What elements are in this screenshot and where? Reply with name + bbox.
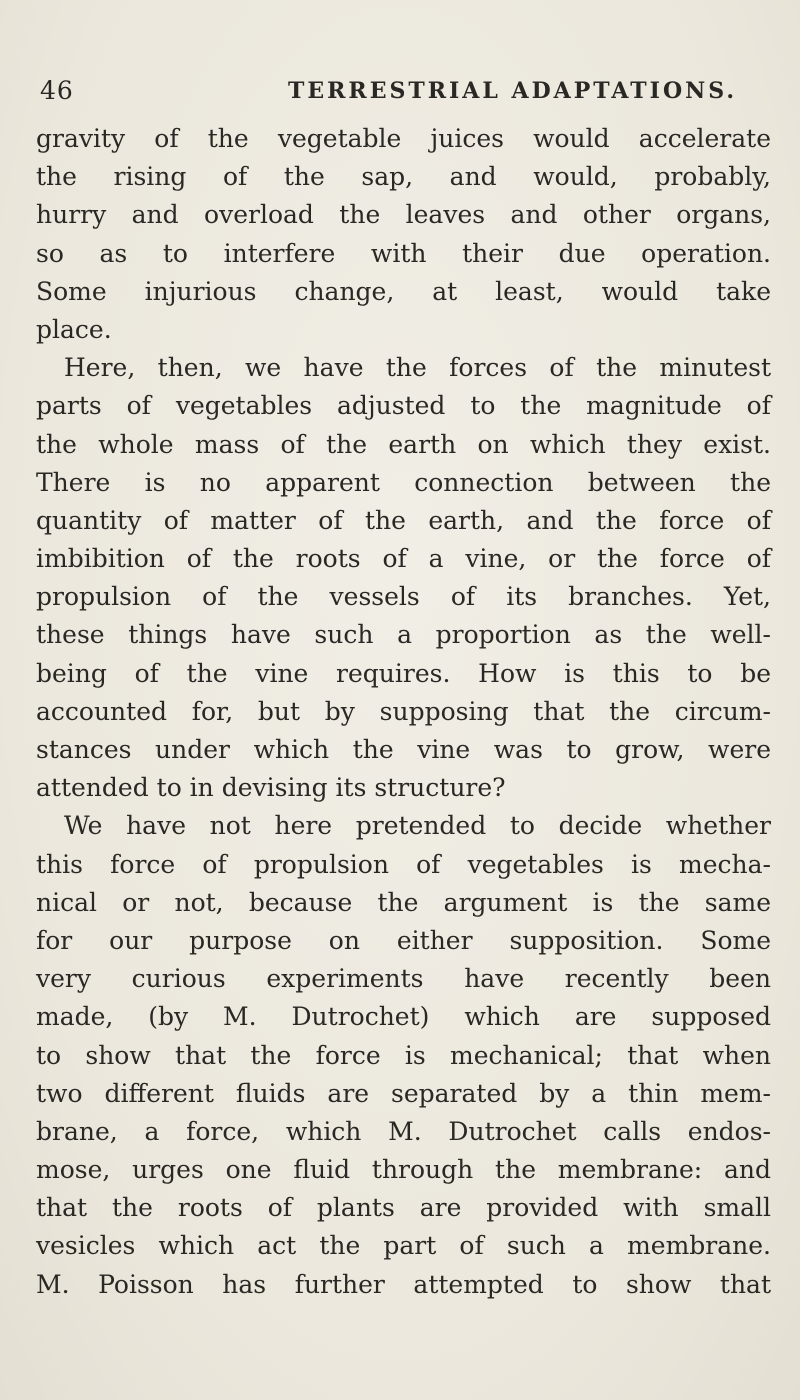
text-line: nical or not, because the argument is the same bbox=[36, 887, 771, 917]
text-line: two different fluids are separated by a thin mem- bbox=[36, 1078, 771, 1108]
text-line: vesicles which act the part of such a membrane. bbox=[36, 1231, 771, 1261]
text-line: gravity of the vegetable juices would accelerate bbox=[36, 124, 771, 153]
page-header bbox=[40, 76, 760, 110]
text-line: imbibition of the roots of a vine, or the force of bbox=[36, 544, 771, 574]
text-line: being of the vine requires. How is this to be bbox=[36, 658, 771, 688]
text-line: accounted for, but by supposing that the circum- bbox=[36, 696, 771, 726]
text-line: brane, a force, which M. Dutrochet calls endos- bbox=[36, 1116, 771, 1146]
text-line: to show that the force is mechanical; that when bbox=[36, 1040, 771, 1070]
text-line: these things have such a proportion as the well- bbox=[36, 620, 771, 650]
text-line: propulsion of the vessels of its branches. Yet, bbox=[36, 582, 771, 612]
page-number: 46 bbox=[40, 76, 74, 105]
text-line: Here, then, we have the forces of the minutest bbox=[64, 353, 771, 383]
text-line: Some injurious change, at least, would take bbox=[36, 276, 771, 306]
text-line: attended to in devising its structure? bbox=[36, 773, 506, 803]
text-line: for our purpose on either supposition. Some bbox=[36, 925, 771, 955]
text-line: hurry and overload the leaves and other organs, bbox=[36, 200, 771, 230]
body-text bbox=[36, 120, 771, 1304]
running-head: TERRESTRIAL ADAPTATIONS. bbox=[288, 78, 737, 104]
text-line: stances under which the vine was to grow, were bbox=[36, 735, 771, 764]
text-line: so as to interfere with their due operation. bbox=[36, 238, 771, 268]
text-line: parts of vegetables adjusted to the magnitude of bbox=[36, 391, 771, 421]
text-line: the rising of the sap, and would, probably, bbox=[36, 162, 771, 192]
text-line: M. Poisson has further attempted to show that bbox=[36, 1269, 771, 1299]
text-line: There is no apparent connection between the bbox=[36, 467, 771, 497]
text-line: place. bbox=[36, 314, 112, 344]
text-line: the whole mass of the earth on which they exist. bbox=[36, 429, 771, 459]
text-line: that the roots of plants are provided with small bbox=[36, 1193, 771, 1223]
text-line: this force of propulsion of vegetables is mecha- bbox=[36, 849, 771, 879]
text-line: made, (by M. Dutrochet) which are supposed bbox=[36, 1002, 771, 1032]
text-line: very curious experiments have recently been bbox=[36, 964, 771, 994]
text-line: mose, urges one fluid through the membrane: and bbox=[36, 1155, 771, 1185]
text-line: quantity of matter of the earth, and the force of bbox=[36, 505, 771, 535]
text-line: We have not here pretended to decide whether bbox=[64, 811, 771, 841]
